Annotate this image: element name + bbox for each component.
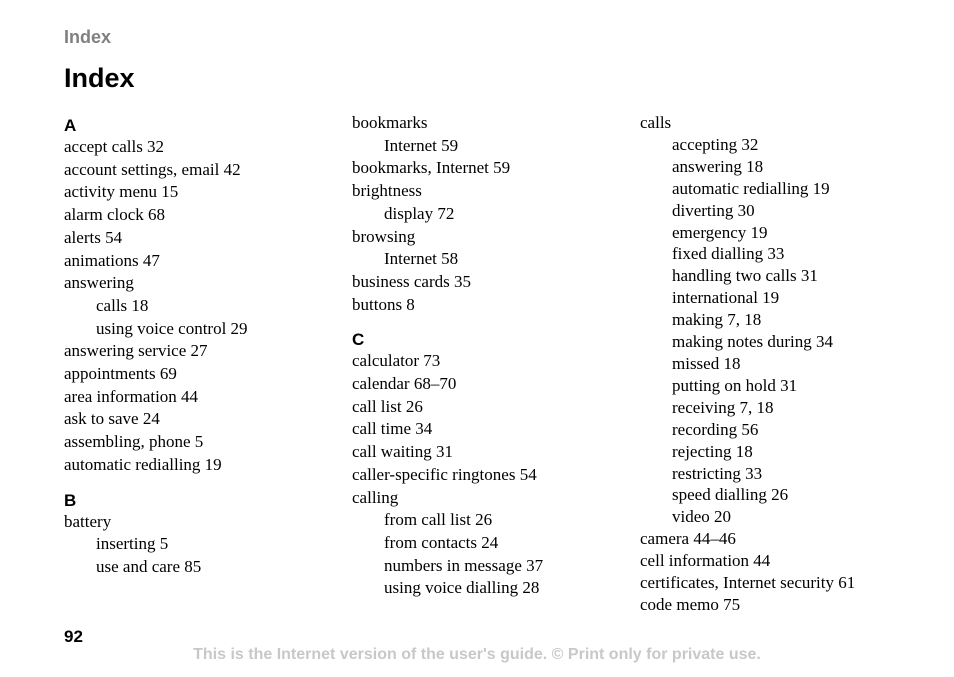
index-subentry: fixed dialling 33 bbox=[672, 244, 785, 264]
index-entry: brightness bbox=[352, 181, 422, 201]
index-entry: caller-specific ringtones 54 bbox=[352, 464, 537, 484]
index-group bbox=[64, 491, 334, 579]
index-entry: area information 44 bbox=[64, 386, 199, 406]
index-subentry: inserting 5 bbox=[96, 534, 169, 554]
page-title: Index bbox=[64, 63, 135, 93]
index-subentry: display 72 bbox=[384, 203, 455, 223]
index-letter-heading: B bbox=[64, 490, 77, 510]
index-group bbox=[640, 112, 930, 616]
index-subentry: use and care 85 bbox=[96, 556, 202, 576]
index-subentry: using voice dialling 28 bbox=[384, 578, 540, 598]
index-subentry: accepting 32 bbox=[672, 134, 759, 154]
index-entry: assembling, phone 5 bbox=[64, 432, 204, 452]
index-group bbox=[352, 112, 622, 316]
running-head: Index bbox=[64, 27, 112, 47]
index-entry: buttons 8 bbox=[352, 294, 415, 314]
index-subentry: speed dialling 26 bbox=[672, 485, 789, 505]
index-subentry: calls 18 bbox=[96, 295, 149, 315]
index-entry: answering service 27 bbox=[64, 341, 208, 361]
index-column-3 bbox=[640, 112, 930, 630]
index-entry: ask to save 24 bbox=[64, 409, 160, 429]
index-subentry: from call list 26 bbox=[384, 510, 493, 530]
index-entry: answering bbox=[64, 273, 134, 293]
index-subentry: Internet 59 bbox=[384, 135, 459, 155]
index-subentry: Internet 58 bbox=[384, 249, 459, 269]
index-entry: accept calls 32 bbox=[64, 137, 165, 156]
index-subentry: diverting 30 bbox=[672, 200, 755, 220]
index-letter-heading: C bbox=[352, 330, 365, 350]
index-entry: calling bbox=[352, 487, 399, 507]
index-entry: business cards 35 bbox=[352, 271, 471, 291]
index-subentry: automatic redialling 19 bbox=[672, 178, 830, 198]
index-column-2 bbox=[352, 112, 622, 614]
page-number: 92 bbox=[64, 627, 83, 646]
index-entry: bookmarks, Internet 59 bbox=[352, 158, 511, 178]
index-subentry: handling two calls 31 bbox=[672, 266, 818, 286]
index-entry: camera 44–46 bbox=[640, 529, 736, 549]
index-column-1 bbox=[64, 112, 334, 593]
index-entry: alarm clock 68 bbox=[64, 205, 166, 225]
index-entry: activity menu 15 bbox=[64, 182, 179, 202]
index-entry: alerts 54 bbox=[64, 227, 123, 247]
index-entry: calls bbox=[640, 113, 672, 132]
index-entry: certificates, Internet security 61 bbox=[640, 573, 856, 593]
index-letter-heading: A bbox=[64, 116, 77, 135]
index-entry: battery bbox=[64, 511, 112, 531]
index-entry: call waiting 31 bbox=[352, 442, 454, 462]
index-entry: cell information 44 bbox=[640, 551, 771, 571]
index-subentry: from contacts 24 bbox=[384, 532, 499, 552]
index-subentry: video 20 bbox=[672, 507, 732, 527]
index-subentry: receiving 7, 18 bbox=[672, 397, 774, 417]
index-entry: calculator 73 bbox=[352, 351, 441, 371]
index-entry: account settings, email 42 bbox=[64, 159, 241, 179]
index-subentry: numbers in message 37 bbox=[384, 555, 544, 575]
index-subentry: missed 18 bbox=[672, 353, 741, 373]
index-subentry: rejecting 18 bbox=[672, 441, 753, 461]
index-entry: browsing bbox=[352, 226, 416, 246]
index-entry: call time 34 bbox=[352, 419, 433, 439]
index-entry: call list 26 bbox=[352, 396, 423, 416]
index-subentry: making 7, 18 bbox=[672, 310, 762, 330]
index-subentry: emergency 19 bbox=[672, 222, 768, 242]
index-entry: animations 47 bbox=[64, 250, 160, 270]
index-group bbox=[64, 116, 334, 477]
index-subentry: putting on hold 31 bbox=[672, 375, 798, 395]
index-subentry: making notes during 34 bbox=[672, 332, 834, 352]
index-entry: calendar 68–70 bbox=[352, 374, 457, 394]
index-subentry: restricting 33 bbox=[672, 463, 763, 483]
index-entry: code memo 75 bbox=[640, 594, 741, 614]
index-entry: bookmarks bbox=[352, 113, 428, 132]
index-entry: appointments 69 bbox=[64, 364, 177, 384]
index-group bbox=[352, 330, 622, 600]
index-entry: automatic redialling 19 bbox=[64, 454, 222, 474]
index-subentry: answering 18 bbox=[672, 156, 764, 176]
index-subentry: international 19 bbox=[672, 288, 780, 308]
index-subentry: using voice control 29 bbox=[96, 318, 248, 338]
footer-note: This is the Internet version of the user's guide. © Print only for private use. bbox=[193, 646, 761, 663]
index-subentry: recording 56 bbox=[672, 419, 759, 439]
